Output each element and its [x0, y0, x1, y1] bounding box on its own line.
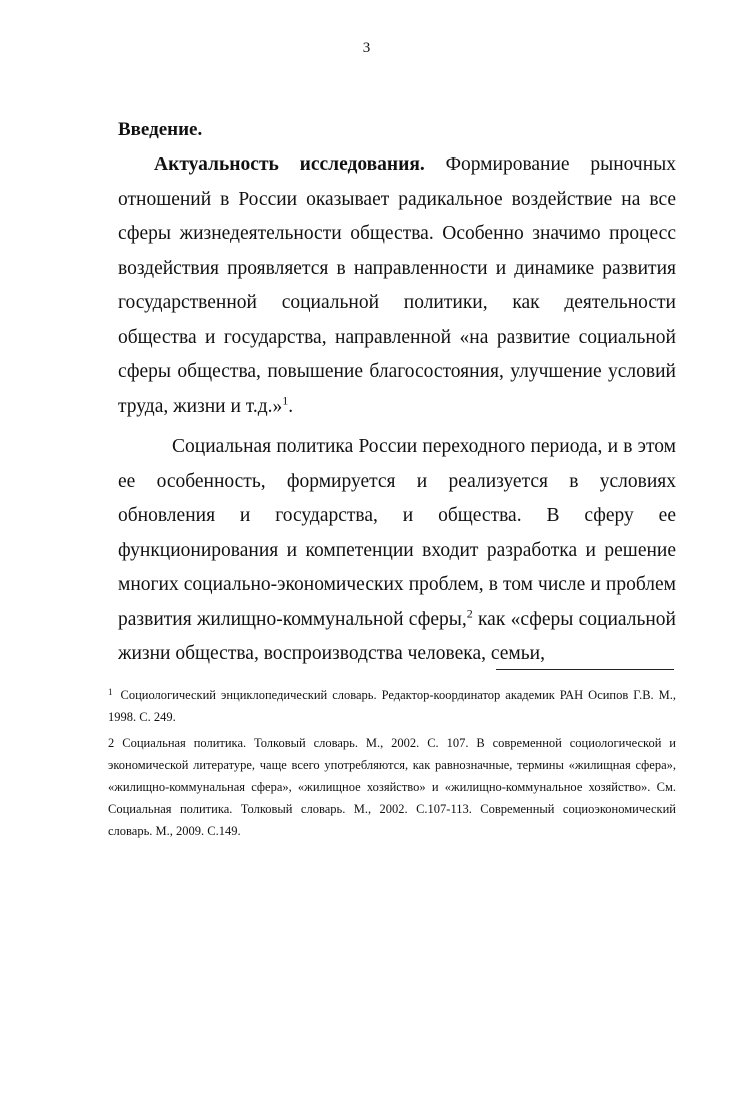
footnote-1	[108, 681, 676, 728]
paragraph-social-policy	[118, 430, 676, 672]
footnote-ref-2: 2	[466, 606, 473, 620]
footnote-separator	[496, 669, 674, 670]
footnote-ref-1: 1	[282, 393, 289, 407]
footnote-2	[108, 732, 676, 842]
footnote-text: Социальная политика. Толковый словарь. М., 2002. С. 107. В современной социологической и экономической литературе, чаще всего употребляются, как равнозначные, термины «жилищная сфера», «жилищно-коммунальная сфера», «жилищное хозяйство» и «жилищно-коммунальное хозяйство». См. Социальная политика. Толковый словарь. М., 2002. С.107-113. Современный социоэкономический словарь. М., 2009. С.149.	[108, 736, 676, 838]
paragraph-tail: как «сферы социальной жизни общества, воспроизводства человека, семьи,	[118, 608, 676, 664]
page-number: 3	[362, 40, 371, 56]
paragraph-text: Формирование рыночных отношений в России оказывает радикальное воздействие на все сферы жизнедеятельности общества. Особенно значимо процесс воздействия проявляется в направленности и динамике развития государственной социальной политики, как деятельности общества и государства, направленной «на развитие социальной сферы общества, повышение благосостояния, улучшение условий труда, жизни и т.д.»	[118, 154, 676, 417]
footnote-number: 2	[108, 736, 115, 750]
section-heading: Введение.	[118, 119, 203, 140]
footnote-text: Социологический энциклопедический словарь. Редактор-координатор академик РАН Осипов Г.В. М., 1998. С. 249.	[108, 688, 676, 724]
footnote-number: 1	[108, 687, 113, 697]
footnotes	[108, 681, 676, 846]
main-text	[118, 112, 676, 672]
paragraph-tail: .	[288, 395, 294, 417]
paragraph-lead: Актуальность исследования.	[154, 154, 425, 175]
paragraph-relevance	[118, 148, 676, 424]
paragraph-text: Социальная политика России переходного периода, и в этом ее особенность, формируется и реализуется в условиях обновления и государства, и общества. В сферу ее функционирования и компетенции входит разработка и решение многих социально-экономических проблем, в том числе и проблем развития жилищно-коммунальной сферы,	[118, 436, 676, 630]
